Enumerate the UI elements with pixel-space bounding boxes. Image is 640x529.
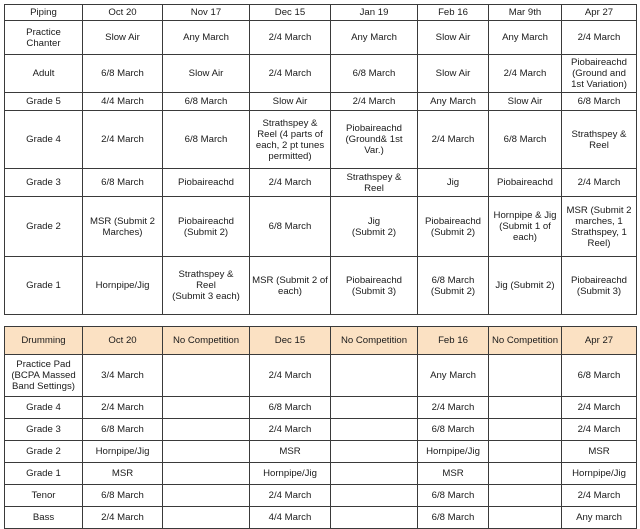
drumming-tune-cell-text: 2/4 March	[101, 512, 144, 523]
piping-grade-cell-text: Practice Chanter	[26, 26, 61, 49]
piping-grade-cell-text: Grade 5	[26, 96, 61, 107]
piping-tune-cell	[83, 197, 163, 257]
piping-header-cell	[83, 5, 163, 21]
piping-tune-cell-text: Piobaireachd (Ground& 1st Var.)	[345, 123, 403, 156]
drumming-grade-cell	[5, 485, 83, 507]
piping-tune-cell-text: Slow Air	[507, 96, 543, 107]
piping-tune-cell	[489, 55, 562, 93]
drumming-tune-cell	[331, 397, 418, 419]
piping-row	[5, 257, 637, 315]
drumming-tune-cell	[562, 355, 637, 397]
drumming-tune-cell-text: MSR	[279, 446, 301, 457]
piping-tune-cell-text: 2/4 March	[577, 32, 621, 43]
drumming-grade-cell	[5, 441, 83, 463]
piping-tune-cell-text: 6/8 March	[184, 134, 228, 145]
piping-tune-cell-text: 2/4 March	[268, 32, 312, 43]
drumming-tune-cell-text: 2/4 March	[577, 424, 621, 435]
piping-tune-cell-text: 2/4 March	[268, 177, 312, 188]
piping-tune-cell	[489, 93, 562, 111]
piping-grade-cell	[5, 55, 83, 93]
drumming-tune-cell	[250, 485, 331, 507]
drumming-header-cell	[163, 327, 250, 355]
drumming-tune-cell	[250, 507, 331, 529]
drumming-row	[5, 485, 637, 507]
piping-tune-cell-text: 6/8 March	[101, 68, 144, 79]
drumming-header-cell-text: No Competition	[491, 335, 559, 346]
piping-tune-cell-text: 6/8 March	[577, 96, 621, 107]
piping-header-cell-text: Mar 9th	[508, 7, 542, 18]
piping-grade-cell	[5, 257, 83, 315]
piping-tune-cell-text: 2/4 March	[268, 68, 312, 79]
drumming-tune-cell	[163, 485, 250, 507]
piping-tune-cell	[163, 257, 250, 315]
drumming-header-cell-text: Dec 15	[274, 335, 306, 346]
competition-schedule-table	[4, 4, 637, 529]
piping-tune-cell-text: Jig	[446, 177, 460, 188]
piping-tune-cell-text: Any March	[183, 32, 229, 43]
drumming-tune-cell	[562, 507, 637, 529]
piping-tune-cell	[331, 257, 418, 315]
drumming-header-cell	[489, 327, 562, 355]
piping-tune-cell	[418, 169, 489, 197]
piping-tune-cell	[489, 257, 562, 315]
piping-header-cell-text: Dec 15	[274, 7, 306, 18]
drumming-tune-cell-text: Any march	[576, 512, 622, 523]
drumming-tune-cell	[418, 485, 489, 507]
drumming-tune-cell	[83, 507, 163, 529]
piping-tune-cell	[83, 257, 163, 315]
drumming-row	[5, 419, 637, 441]
drumming-tune-cell	[418, 463, 489, 485]
drumming-row	[5, 507, 637, 529]
drumming-grade-cell	[5, 397, 83, 419]
section-gap	[5, 315, 637, 327]
drumming-tune-cell-text: Hornpipe/Jig	[426, 446, 480, 457]
drumming-tune-cell	[489, 419, 562, 441]
piping-tune-cell-text: 2/4 March	[577, 177, 621, 188]
piping-tune-cell-text: Slow Air	[435, 32, 471, 43]
drumming-tune-cell	[562, 397, 637, 419]
drumming-grade-cell-text: Grade 4	[26, 402, 61, 413]
drumming-header-cell-text: No Competition	[340, 335, 408, 346]
drumming-tune-cell-text: 6/8 March	[577, 370, 621, 381]
piping-tune-cell	[250, 111, 331, 169]
drumming-tune-cell	[489, 355, 562, 397]
piping-tune-cell-text: Piobaireachd (Submit 2)	[177, 215, 234, 238]
piping-tune-cell	[331, 21, 418, 55]
drumming-row	[5, 463, 637, 485]
piping-tune-cell-text: Strathspey & Reel (4 parts of each, 2 pt tunes permitted)	[255, 117, 325, 162]
schedule-body	[5, 5, 637, 529]
piping-tune-cell	[250, 257, 331, 315]
drumming-tune-cell	[331, 507, 418, 529]
drumming-tune-cell	[83, 355, 163, 397]
piping-tune-cell	[163, 169, 250, 197]
piping-header-cell	[562, 5, 637, 21]
drumming-grade-cell	[5, 507, 83, 529]
piping-tune-cell-text: Hornpipe/Jig	[95, 280, 150, 291]
piping-header-cell-text: Jan 19	[359, 7, 389, 18]
drumming-header-cell	[5, 327, 83, 355]
piping-grade-cell	[5, 93, 83, 111]
drumming-header-cell-text: Drumming	[21, 335, 66, 346]
piping-header-cell	[418, 5, 489, 21]
piping-tune-cell-text: Piobaireachd (Ground and 1st Variation)	[570, 57, 627, 90]
drumming-tune-cell-text: MSR	[588, 446, 610, 457]
section-gap-row	[5, 315, 637, 327]
piping-tune-cell	[331, 93, 418, 111]
piping-tune-cell	[331, 111, 418, 169]
piping-tune-cell-text: Any March	[351, 32, 397, 43]
piping-tune-cell	[562, 55, 637, 93]
piping-grade-cell	[5, 21, 83, 55]
piping-tune-cell-text: 6/8 March	[101, 177, 144, 188]
drumming-tune-cell-text: 2/4 March	[431, 402, 475, 413]
piping-tune-cell	[163, 21, 250, 55]
piping-tune-cell	[331, 197, 418, 257]
drumming-tune-cell-text: 6/8 March	[431, 490, 475, 501]
drumming-tune-cell-text: MSR	[111, 468, 134, 479]
piping-header-cell-text: Nov 17	[190, 7, 222, 18]
drumming-tune-cell	[331, 463, 418, 485]
piping-tune-cell-text: MSR (Submit 2 Marches)	[89, 215, 156, 238]
piping-row	[5, 111, 637, 169]
drumming-header-cell-text: Feb 16	[438, 335, 468, 346]
piping-tune-cell-text: Slow Air	[188, 68, 224, 79]
piping-tune-cell	[418, 257, 489, 315]
drumming-tune-cell	[163, 419, 250, 441]
piping-tune-cell	[562, 169, 637, 197]
piping-header-cell	[331, 5, 418, 21]
drumming-tune-cell	[250, 419, 331, 441]
piping-tune-cell-text: 2/4 March	[352, 96, 396, 107]
piping-tune-cell	[83, 55, 163, 93]
drumming-header-cell-text: Apr 27	[584, 335, 614, 346]
piping-tune-cell	[562, 257, 637, 315]
drumming-tune-cell	[418, 397, 489, 419]
drumming-tune-cell	[489, 507, 562, 529]
piping-tune-cell	[418, 111, 489, 169]
drumming-header-cell	[250, 327, 331, 355]
drumming-tune-cell	[331, 441, 418, 463]
drumming-tune-cell-text: 6/8 March	[268, 402, 312, 413]
piping-grade-cell-text: Grade 1	[26, 280, 61, 291]
piping-tune-cell	[83, 169, 163, 197]
piping-tune-cell-text: 6/8 March	[503, 134, 547, 145]
piping-grade-cell-text: Grade 4	[26, 134, 61, 145]
drumming-tune-cell-text: MSR	[442, 468, 464, 479]
piping-tune-cell	[418, 93, 489, 111]
piping-tune-cell-text: Slow Air	[435, 68, 471, 79]
piping-tune-cell	[250, 197, 331, 257]
drumming-tune-cell-text: 4/4 March	[268, 512, 312, 523]
drumming-tune-cell	[163, 463, 250, 485]
piping-tune-cell	[83, 111, 163, 169]
drumming-tune-cell	[250, 463, 331, 485]
piping-tune-cell	[163, 55, 250, 93]
piping-tune-cell-text: Slow Air	[105, 32, 140, 43]
drumming-tune-cell	[562, 419, 637, 441]
piping-grade-cell-text: Grade 3	[26, 177, 61, 188]
piping-tune-cell	[489, 111, 562, 169]
piping-tune-cell	[331, 169, 418, 197]
drumming-row	[5, 355, 637, 397]
piping-grade-cell	[5, 169, 83, 197]
piping-header-row	[5, 5, 637, 21]
piping-tune-cell-text: Hornpipe & Jig (Submit 1 of each)	[493, 210, 557, 243]
piping-header-cell-text: Feb 16	[438, 7, 468, 18]
piping-tune-cell	[83, 21, 163, 55]
drumming-tune-cell	[83, 485, 163, 507]
piping-tune-cell	[418, 197, 489, 257]
drumming-header-row	[5, 327, 637, 355]
piping-tune-cell	[489, 169, 562, 197]
piping-tune-cell	[163, 93, 250, 111]
drumming-tune-cell	[163, 441, 250, 463]
piping-tune-cell	[83, 93, 163, 111]
piping-tune-cell-text: 4/4 March	[101, 96, 144, 107]
piping-row	[5, 93, 637, 111]
piping-tune-cell-text: Piobaireachd	[177, 177, 234, 188]
piping-tune-cell	[418, 21, 489, 55]
drumming-grade-cell	[5, 355, 83, 397]
drumming-tune-cell	[331, 419, 418, 441]
drumming-row	[5, 397, 637, 419]
piping-tune-cell-text: Strathspey & Reel	[346, 171, 402, 194]
drumming-tune-cell	[418, 441, 489, 463]
piping-tune-cell-text: Jig (Submit 2)	[495, 280, 555, 291]
drumming-tune-cell-text: Any March	[430, 370, 476, 381]
drumming-tune-cell-text: Hornpipe/Jig	[95, 446, 150, 457]
piping-tune-cell	[489, 197, 562, 257]
drumming-tune-cell-text: 3/4 March	[101, 370, 144, 381]
drumming-header-cell	[562, 327, 637, 355]
piping-tune-cell-text: MSR (Submit 2 marches, 1 Strathspey, 1 Reel)	[566, 204, 632, 249]
piping-tune-cell-text: Piobaireachd (Submit 3)	[570, 274, 627, 297]
piping-tune-cell-text: 6/8 March (Submit 2)	[430, 274, 476, 297]
drumming-tune-cell	[418, 355, 489, 397]
drumming-grade-cell-text: Grade 2	[26, 446, 61, 457]
drumming-tune-cell-text: Hornpipe/Jig	[263, 468, 317, 479]
piping-grade-cell	[5, 111, 83, 169]
piping-tune-cell-text: MSR (Submit 2 of each)	[252, 274, 328, 297]
piping-tune-cell-text: 6/8 March	[352, 68, 396, 79]
piping-tune-cell-text: Any March	[430, 96, 476, 107]
piping-row	[5, 21, 637, 55]
drumming-tune-cell	[562, 485, 637, 507]
piping-tune-cell-text: 2/4 March	[101, 134, 144, 145]
piping-tune-cell	[250, 169, 331, 197]
drumming-grade-cell-text: Grade 3	[26, 424, 61, 435]
drumming-tune-cell	[331, 485, 418, 507]
piping-tune-cell-text: Any March	[502, 32, 548, 43]
drumming-tune-cell	[489, 441, 562, 463]
drumming-tune-cell	[250, 397, 331, 419]
drumming-row	[5, 441, 637, 463]
drumming-tune-cell	[562, 463, 637, 485]
piping-tune-cell	[250, 55, 331, 93]
drumming-tune-cell-text: 6/8 March	[101, 490, 144, 501]
drumming-tune-cell	[489, 397, 562, 419]
drumming-tune-cell-text: 2/4 March	[268, 370, 312, 381]
piping-tune-cell-text: 6/8 March	[184, 96, 228, 107]
piping-tune-cell-text: 2/4 March	[431, 134, 475, 145]
drumming-tune-cell-text: 2/4 March	[577, 402, 621, 413]
drumming-tune-cell	[250, 355, 331, 397]
drumming-tune-cell-text: 2/4 March	[268, 424, 312, 435]
piping-tune-cell	[250, 93, 331, 111]
drumming-grade-cell	[5, 463, 83, 485]
drumming-header-cell	[418, 327, 489, 355]
piping-header-cell	[163, 5, 250, 21]
drumming-tune-cell-text: 6/8 March	[431, 424, 475, 435]
drumming-grade-cell-text: Bass	[32, 512, 55, 523]
drumming-tune-cell	[250, 441, 331, 463]
drumming-tune-cell	[562, 441, 637, 463]
drumming-tune-cell	[83, 397, 163, 419]
drumming-tune-cell	[83, 463, 163, 485]
piping-tune-cell-text: Piobaireachd (Submit 3)	[345, 274, 402, 297]
piping-tune-cell-text: Piobaireachd (Submit 2)	[424, 215, 481, 238]
piping-tune-cell	[163, 197, 250, 257]
piping-tune-cell	[163, 111, 250, 169]
piping-row	[5, 169, 637, 197]
piping-tune-cell-text: Piobaireachd	[496, 177, 553, 188]
drumming-grade-cell-text: Grade 1	[26, 468, 61, 479]
drumming-tune-cell-text: 2/4 March	[101, 402, 144, 413]
piping-tune-cell	[418, 55, 489, 93]
piping-tune-cell-text: 6/8 March	[268, 221, 312, 232]
piping-header-cell	[250, 5, 331, 21]
drumming-tune-cell-text: Hornpipe/Jig	[572, 468, 626, 479]
piping-row	[5, 55, 637, 93]
piping-tune-cell	[250, 21, 331, 55]
drumming-tune-cell	[331, 355, 418, 397]
piping-tune-cell-text: Jig (Submit 2)	[351, 215, 397, 238]
piping-tune-cell-text: Strathspey & Reel (Submit 3 each)	[172, 269, 240, 302]
drumming-tune-cell	[489, 485, 562, 507]
piping-tune-cell-text: Slow Air	[272, 96, 308, 107]
piping-tune-cell	[562, 111, 637, 169]
piping-tune-cell-text: 2/4 March	[503, 68, 547, 79]
drumming-tune-cell	[418, 419, 489, 441]
drumming-tune-cell-text: 2/4 March	[577, 490, 621, 501]
piping-grade-cell-text: Adult	[32, 68, 55, 79]
piping-header-cell-text: Apr 27	[584, 7, 614, 18]
drumming-grade-cell-text: Tenor	[31, 490, 56, 501]
drumming-grade-cell-text: Practice Pad (BCPA Massed Band Settings)	[11, 359, 76, 392]
piping-grade-cell-text: Grade 2	[26, 221, 61, 232]
piping-tune-cell-text: Strathspey & Reel	[571, 128, 627, 151]
drumming-tune-cell	[83, 441, 163, 463]
drumming-tune-cell-text: 6/8 March	[101, 424, 144, 435]
piping-tune-cell	[562, 21, 637, 55]
piping-tune-cell	[562, 197, 637, 257]
piping-header-cell-text: Piping	[30, 7, 57, 18]
drumming-tune-cell	[163, 507, 250, 529]
drumming-tune-cell-text: 6/8 March	[431, 512, 475, 523]
piping-header-cell	[489, 5, 562, 21]
drumming-tune-cell	[489, 463, 562, 485]
drumming-tune-cell	[163, 397, 250, 419]
drumming-tune-cell-text: 2/4 March	[268, 490, 312, 501]
drumming-tune-cell	[418, 507, 489, 529]
drumming-grade-cell	[5, 419, 83, 441]
piping-header-cell-text: Oct 20	[108, 7, 137, 18]
piping-row	[5, 197, 637, 257]
drumming-header-cell-text: Oct 20	[108, 335, 137, 346]
drumming-header-cell-text: No Competition	[172, 335, 240, 346]
drumming-header-cell	[83, 327, 163, 355]
piping-grade-cell	[5, 197, 83, 257]
piping-tune-cell	[489, 21, 562, 55]
piping-header-cell	[5, 5, 83, 21]
drumming-header-cell	[331, 327, 418, 355]
drumming-tune-cell	[83, 419, 163, 441]
piping-tune-cell	[331, 55, 418, 93]
piping-tune-cell	[562, 93, 637, 111]
drumming-tune-cell	[163, 355, 250, 397]
